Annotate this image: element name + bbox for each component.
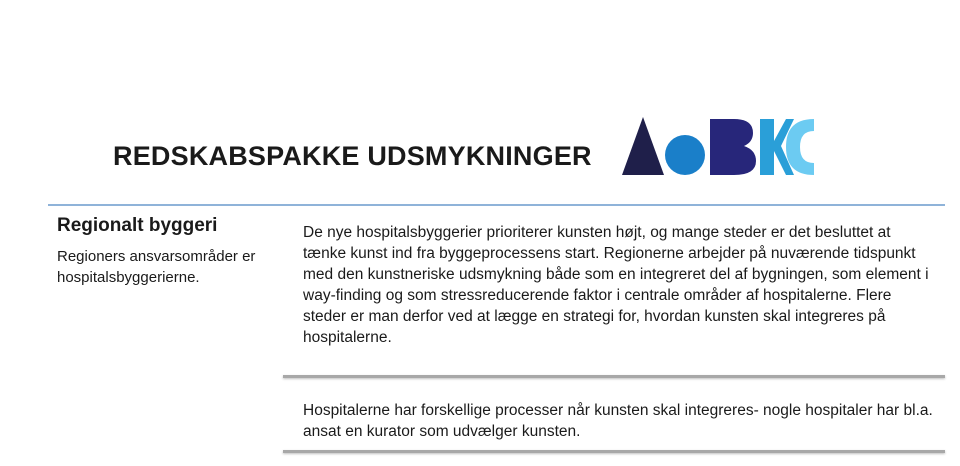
content-paragraph-1: De nye hospitalsbyggerier prioriterer kunsten højt, og mange steder er det besluttet at tænke kunst ind fra byggeprocessens start. Regionerne arbejder på nuværende tidspunkt med den kunstneriske udsmykning både som en integreret del af bygningen, som element i way-finding og som stressreducerende faktor i centrale områder af hospitalerne. Flere steder er man derfor ved at lægge en strategi for, hvordan kunsten skal integreres på hospitalerne. <box>303 224 929 346</box>
aobkc-logo <box>622 115 816 177</box>
content-divider <box>283 375 945 378</box>
content-paragraph-2: Hospitalerne har forskellige processer når kunsten skal integreres- nogle hospitaler har bl.a. ansat en kurator som udvælger kunsten. <box>303 402 933 440</box>
sidebar-text: Regioners ansvarsområder er hospitalsbyggerierne. <box>57 248 256 286</box>
content-divider <box>283 450 945 453</box>
sidebar-title: Regionalt byggeri <box>57 215 218 236</box>
logo-triangle <box>622 117 664 175</box>
logo-circle <box>665 135 705 175</box>
header-divider <box>48 204 945 206</box>
page-title: REDSKABSPAKKE UDSMYKNINGER <box>113 141 592 171</box>
sidebar <box>57 215 277 288</box>
logo-b-shape <box>710 119 756 175</box>
